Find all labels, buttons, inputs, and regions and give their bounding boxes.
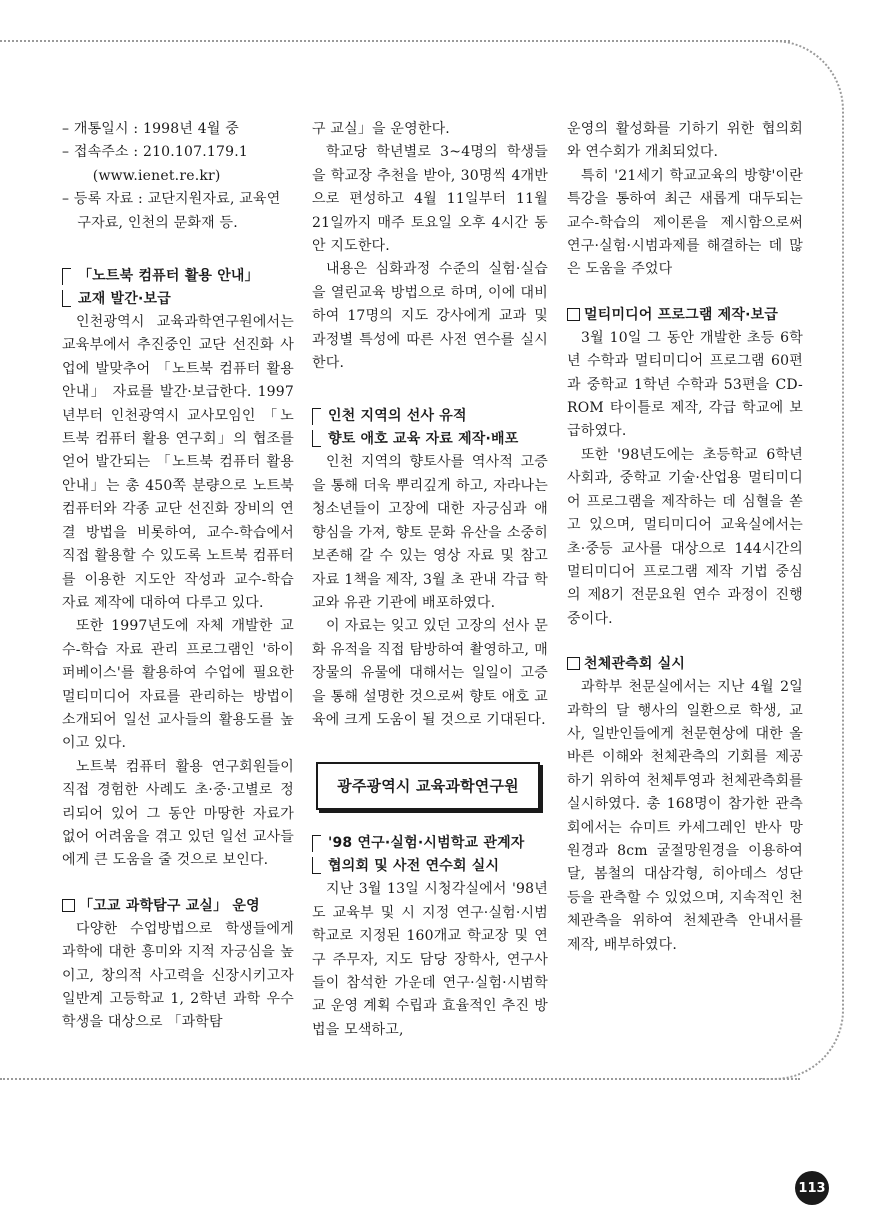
- paragraph: 다양한 수업방법으로 학생들에게 과학에 대한 흥미와 지적 자긍심을 높이고, 창의적 사고력을 신장시키고자 일반계 고등학교 1, 2학년 과학 우수 학생을 대상으로 「과학탐: [62, 920, 294, 1031]
- paragraph: 3월 10일 그 동안 개발한 초등 6학년 수학과 멀티미디어 프로그램 60편과 중학교 1학년 수학과 53편을 CD-ROM 타이틀로 제작, 각급 학교에 보급하였다.: [567, 329, 803, 440]
- paragraph: 운영의 활성화를 기하기 위한 협의회와 연수회가 개최되었다.: [567, 121, 803, 161]
- section-heading-line1: 「노트북 컴퓨터 활용 안내」: [78, 268, 259, 285]
- heading-box-icon: [567, 657, 580, 670]
- paragraph: 구 교실」을 운영한다.: [312, 121, 450, 137]
- section-heading-line2: 협의회 및 사전 연수회 실시: [328, 858, 500, 875]
- heading-bracket-icon: [312, 835, 321, 874]
- section-heading-line1: '98 연구·실험·시범학교 관계자: [328, 835, 525, 852]
- section-heading-science-class: 「고교 과학탐구 교실」 운영: [62, 895, 294, 918]
- section-heading-multimedia: 멀티미디어 프로그램 제작·보급: [567, 304, 803, 327]
- column-1: [62, 118, 294, 1035]
- info-line-materials: – 등록 자료 : 교단지원자료, 교육연구자료, 인천의 문화재 등.: [62, 191, 281, 231]
- heading-bracket-icon: [312, 408, 321, 447]
- heading-bracket-icon: [62, 268, 71, 307]
- page-number-badge: [795, 1171, 829, 1205]
- institute-title-box: [316, 762, 540, 810]
- section-heading-line2: 향토 애호 교육 자료 제작·배포: [328, 431, 519, 448]
- paragraph: 이 자료는 잊고 있던 고장의 선사 문화 유적을 직접 탐방하여 촬영하고, 매장물의 유물에 대해서는 일일이 고증을 통해 설명한 것으로써 향토 애호 교육에 크게 도움이 될 것으로 기대된다.: [312, 618, 548, 728]
- section-heading-prehistoric: [312, 405, 548, 451]
- paragraph: 지난 3월 13일 시청각실에서 '98년도 교육부 및 시 지정 연구·실험·시범학교로 지정된 160개교 학교장 및 연구 주무자, 지도 담당 장학사, 연구사들이 참석한 가운데 연구·실험·시범학교 운영 계획 수립과 효율적인 추진 방법을 모색하고,: [312, 881, 548, 1038]
- paragraph: 또한 '98년도에는 초등학교 6학년 사회과, 중학교 기술·산업용 멀티미디어 프로그램을 제작하는 데 심혈을 쏟고 있으며, 멀티미디어 교육실에서는 초·중등 교사를 대상으로 144시간의 멀티미디어 프로그램 제작 기법 중심의 제8기 전문요원 연수 과정이 진행중이다.: [567, 446, 803, 627]
- info-url: (www.ienet.re.kr): [92, 167, 221, 184]
- paragraph: 과학부 천문실에서는 지난 4월 2일 과학의 달 행사의 일환으로 학생, 교사, 일반인들에게 천문현상에 대한 올바른 이해와 천체관측의 기회를 제공하기 위하여 천체투영과 천체관측회를 실시하였다. 총 168명이 참가한 관측회에서는 슈미트 카세그레인 반사 망원경과 8cm 굴절망원경을 이용하여 달, 봄철의 대삼각형, 히아데스 성단 등을 관측할 수 있었으며, 지속적인 천체관측을 위하여 천체관측 안내서를 제작, 배부하였다.: [567, 679, 803, 953]
- section-heading-line1: 인천 지역의 선사 유적: [328, 408, 467, 425]
- section-heading-astronomy: 천체관측회 실시: [567, 653, 803, 676]
- section-heading-line2: 교재 발간·보급: [78, 291, 171, 308]
- paragraph: 학교당 학년별로 3~4명의 학생들을 학교장 추천을 받아, 30명씩 4개반으로 편성하고 4월 11일부터 11월 21일까지 매주 토요일 오후 4시간 동안 지도한다.: [312, 144, 548, 255]
- paragraph: 노트북 컴퓨터 활용 연구회원들이 직접 경험한 사례도 초·중·고별로 정리되어 있어 그 동안 마땅한 자료가 없어 어려움을 겪고 있던 일선 교사들에게 큰 도움을 줄 것으로 보인다.: [62, 758, 294, 869]
- page-frame-top-border: [0, 40, 790, 42]
- paragraph: 인천광역시 교육과학연구원에서는 교육부에서 추진중인 교단 선진화 사업에 발맞추어 「노트북 컴퓨터 활용 안내」 자료를 발간·보급한다. 1997년부터 인천광역시 교사모임인 「노트북 컴퓨터 활용 연구회」의 협조를 얻어 발간되는 「노트북 컴퓨터 활용 안내」는 총 450쪽 분량으로 노트북 컴퓨터와 각종 교단 선진화 장비의 연결 방법을 비롯하여, 교수-학습에서 직접 활용할 수 있도록 노트북 컴퓨터를 이용한 지도안 작성과 교수-학습 자료 제작에 대하여 다루고 있다.: [62, 314, 294, 611]
- paragraph: 내용은 심화과정 수준의 실험·실습을 열린교육 방법으로 하며, 이에 대비하여 17명의 지도 강사에게 교과 및 과정별 특성에 따른 사전 연수를 실시한다.: [312, 261, 548, 372]
- paragraph: 또한 1997년도에 자체 개발한 교수-학습 자료 관리 프로그램인 '하이퍼베이스'를 활용하여 수업에 필요한 멀티미디어 자료를 관리하는 방법이 소개되어 일선 교사들의 활용도를 높이고 있다.: [62, 618, 294, 752]
- paragraph: 인천 지역의 향토사를 역사적 고증을 통해 더욱 뿌리깊게 하고, 자라나는 청소년들이 고장에 대한 자긍심과 애향심을 가져, 향토 문화 유산을 소중히 보존해 갈 수 있는 영상 자료 및 참고 자료 1책을 제작, 3월 초 관내 각급 학교와 유관 기관에 배포하였다.: [312, 454, 548, 611]
- heading-box-icon: [62, 899, 75, 912]
- section-heading-notebook: [62, 265, 294, 311]
- page-frame-bottom-border: [0, 1078, 800, 1080]
- section-heading-research-schools: [312, 832, 548, 878]
- institute-title: 광주광역시 교육과학연구원: [337, 776, 519, 795]
- page-number: 113: [798, 1180, 826, 1196]
- column-3: [567, 118, 803, 957]
- info-line-address: – 접속주소 : 210.107.179.1 (www.ienet.re.kr): [62, 141, 294, 188]
- heading-box-icon: [567, 308, 580, 321]
- column-2: [312, 118, 548, 1042]
- info-line-date: – 개통일시 : 1998년 4월 중: [62, 121, 239, 137]
- paragraph: 특히 '21세기 학교교육의 방향'이란 특강을 통하여 최근 새롭게 대두되는 교수-학습의 제이론을 제시함으로써 연구·실험·시범과제를 해결하는 데 많은 도움을 주었다: [567, 167, 803, 278]
